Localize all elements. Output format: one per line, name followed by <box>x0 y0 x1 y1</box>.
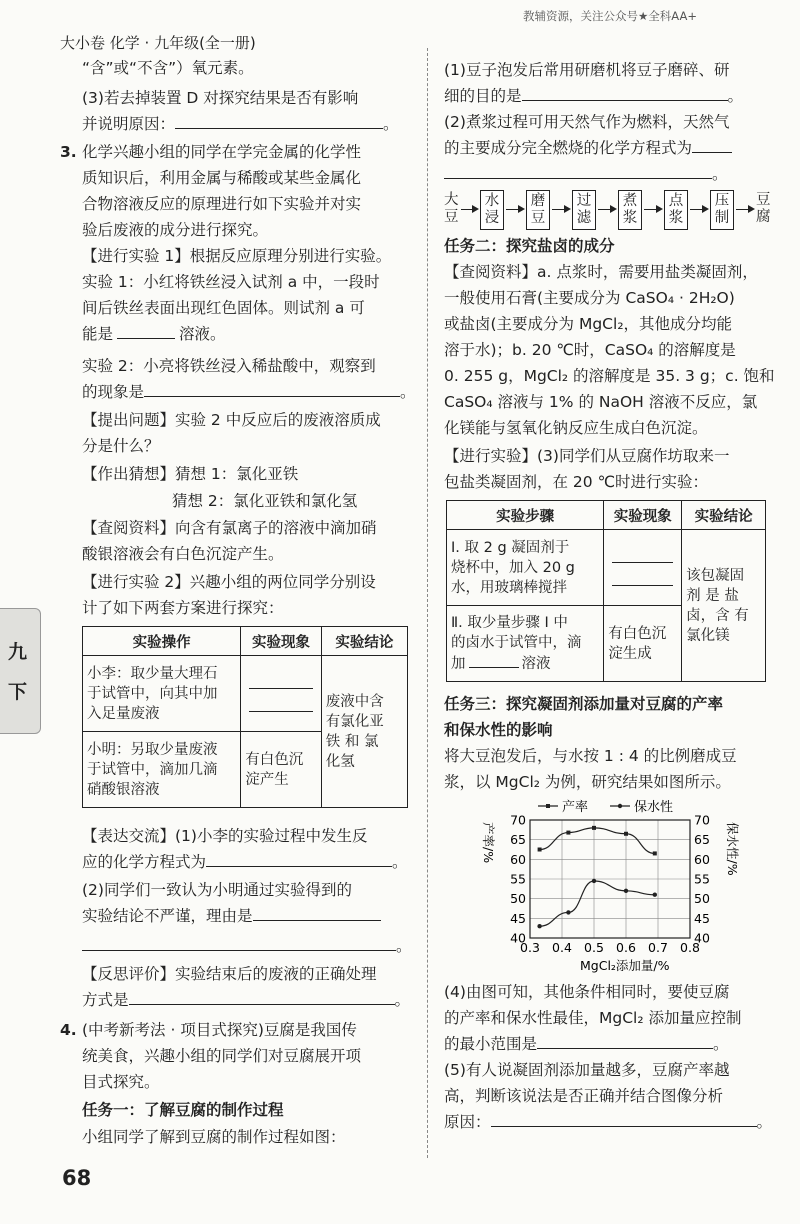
text-line: 【查阅资料】a. 点浆时，需要用盐类凝固剂， <box>444 263 758 281</box>
text-line: 。 <box>82 936 412 957</box>
answer-blank[interactable] <box>469 653 519 668</box>
column-divider <box>427 48 429 1158</box>
table-cell <box>604 530 682 606</box>
data-point-water-retention <box>566 910 570 914</box>
data-point-yield <box>566 831 570 835</box>
text-line: 实验 1：小红将铁丝浸入试剂 a 中，一段时 <box>82 273 380 291</box>
answer-blank[interactable] <box>206 852 392 867</box>
flow-arrow <box>598 209 615 210</box>
text-line: 的主要成分完全燃烧的化学方程式为 <box>444 138 732 159</box>
answer-blank[interactable] <box>175 114 383 129</box>
data-point-yield <box>624 832 628 836</box>
answer-blank[interactable] <box>82 936 396 951</box>
table-cell: Ⅰ. 取 2 g 凝固剂于 烧杯中，加入 20 g 水，用玻璃棒搅拌 <box>447 530 604 606</box>
answer-blank[interactable] <box>117 324 175 339</box>
experiment-table-left <box>82 626 408 808</box>
text-line: 。 <box>444 164 728 185</box>
text-line: 【提出问题】实验 2 中反应后的废液溶质成 <box>82 411 381 429</box>
text-line: 计了如下两套方案进行探究： <box>82 599 284 617</box>
header-title: 大小卷 化学 · 九年级(全一册) <box>60 34 256 52</box>
y-tick-label-right: 45 <box>694 910 710 926</box>
answer-blank[interactable] <box>249 707 312 712</box>
table-cell: 废液中含 有氯化亚 铁 和 氯 化氢 <box>321 656 407 808</box>
grade-side-tab <box>0 608 41 734</box>
text-line: (5)有人说凝固剂添加量越多，豆腐产率越 <box>444 1061 730 1079</box>
text-line: 的最小范围是 。 <box>444 1035 729 1053</box>
table-header: 实验结论 <box>321 627 407 656</box>
data-point-water-retention <box>592 879 596 883</box>
section-heading: 任务三：探究凝固剂添加量对豆腐的产率 <box>444 695 724 713</box>
answer-blank[interactable] <box>144 382 400 397</box>
text-line: (1)豆子泡发后常用研磨机将豆子磨碎、研 <box>444 61 730 79</box>
y-axis-label-left: 产率/% <box>481 822 496 864</box>
answer-blank[interactable] <box>537 1034 713 1049</box>
series-line-yield <box>540 828 655 854</box>
answer-blank[interactable] <box>444 164 712 179</box>
table-cell: 有白色沉 淀产生 <box>241 732 321 808</box>
text-line: 实验结论不严谨，理由是 <box>82 906 381 927</box>
text-line: 应的化学方程式为 。 <box>82 853 408 871</box>
text-line: 【进行实验 1】根据反应原理分别进行实验。 <box>82 247 392 265</box>
y-tick-label-right: 40 <box>694 930 710 946</box>
section-heading: 任务二：探究盐卤的成分 <box>444 237 615 255</box>
x-axis-label: MgCl₂添加量/% <box>580 958 670 973</box>
flow-step-boil: 煮 浆 <box>618 190 642 230</box>
y-tick-label-right: 60 <box>694 851 710 867</box>
table-cell <box>241 656 321 732</box>
section-heading: 任务一：了解豆腐的制作过程 <box>82 1101 284 1119</box>
answer-blank[interactable] <box>129 990 395 1005</box>
text-line: 一般使用石膏(主要成分为 CaSO₄ · 2H₂O) <box>444 289 735 307</box>
table-cell: 小李：取少量大理石 于试管中，向其中加 入足量废液 <box>83 656 241 732</box>
text-line: (中考新考法 · 项目式探究)豆腐是我国传 <box>82 1021 357 1039</box>
text-line: 合物溶液反应的原理进行如下实验并对实 <box>82 195 362 213</box>
text-line: 方式是 。 <box>82 991 411 1009</box>
data-point-water-retention <box>653 893 657 897</box>
flow-step-grind: 磨 豆 <box>526 190 550 230</box>
table-cell: 该包凝固 剂 是 盐 卤，含 有 氯化镁 <box>682 530 766 682</box>
side-tab-char-2: 下 <box>8 681 28 703</box>
series-line-water-retention <box>540 881 655 926</box>
answer-blank[interactable] <box>612 550 673 563</box>
text-line: 【进行实验 2】兴趣小组的两位同学分别设 <box>82 573 376 591</box>
table-row <box>447 530 766 606</box>
flow-arrow <box>461 209 477 210</box>
text-line: (2)同学们一致认为小明通过实验得到的 <box>82 881 352 899</box>
text-line: 化学兴趣小组的同学在学完金属的化学性 <box>82 143 362 161</box>
text-line: 溶于水)；b. 20 ℃时，CaSO₄ 的溶解度是 <box>444 341 736 359</box>
page-number: 68 <box>62 1166 92 1190</box>
text-line: “含”或“不含”）氧元素。 <box>82 59 254 77</box>
tofu-process-flow <box>444 190 774 230</box>
text-line: 小组同学了解到豆腐的制作过程如图： <box>82 1128 346 1146</box>
flow-arrow <box>644 209 661 210</box>
table-cell: 有白色沉 淀生成 <box>604 606 682 682</box>
text-line: 【反思评价】实验结束后的废液的正确处理 <box>82 965 377 983</box>
text-line: (4)由图可知，其他条件相同时，要使豆腐 <box>444 983 730 1001</box>
answer-blank[interactable] <box>249 676 312 689</box>
text-line: 将大豆泡发后，与水按 1 : 4 的比例磨成豆 <box>444 747 737 765</box>
x-tick-label: 0.8 <box>680 940 700 955</box>
text-line: (2)煮浆过程可用天然气作为燃料，天然气 <box>444 113 730 131</box>
answer-blank[interactable] <box>253 906 381 921</box>
y-tick-label-left: 45 <box>510 910 526 926</box>
y-tick-label-left: 65 <box>510 832 526 848</box>
text-line: 酸银溶液会有白色沉淀产生。 <box>82 545 284 563</box>
text-line: 【作出猜想】猜想 1：氯化亚铁 <box>82 465 299 483</box>
data-point-water-retention <box>537 924 541 928</box>
text-line: 质知识后，利用金属与稀酸或某些金属化 <box>82 169 362 187</box>
y-tick-label-right: 65 <box>694 832 710 848</box>
legend-marker-yield <box>546 804 550 808</box>
data-point-yield <box>538 848 542 852</box>
x-tick-label: 0.5 <box>584 940 604 955</box>
table-cell: 小明：另取少量废液 于试管中，滴加几滴 硝酸银溶液 <box>83 732 241 808</box>
text-line: 间后铁丝表面出现红色固体。则试剂 a 可 <box>82 299 365 317</box>
table-header: 实验现象 <box>241 627 321 656</box>
x-tick-label: 0.3 <box>520 940 540 955</box>
data-point-yield <box>592 826 596 830</box>
text-line: 验后废液的成分进行探究。 <box>82 221 269 239</box>
text-line: 的现象是 。 <box>82 383 416 401</box>
flow-step-press: 压 制 <box>710 190 734 230</box>
text-line: 统美食，兴趣小组的同学们对豆腐展开项 <box>82 1047 362 1065</box>
flow-step-soak: 水 浸 <box>480 190 504 230</box>
answer-blank[interactable] <box>612 581 673 586</box>
text-line: (3)若去掉装置 D 对探究结果是否有影响 <box>82 89 359 107</box>
flow-start-label: 大 豆 <box>444 192 459 225</box>
answer-blank[interactable] <box>522 86 728 101</box>
flow-step-filter: 过 滤 <box>572 190 596 230</box>
flow-arrow <box>552 209 569 210</box>
y-tick-label-right: 70 <box>694 812 710 828</box>
flow-end-label: 豆 腐 <box>756 192 771 225</box>
section-heading: 和保水性的影响 <box>444 721 553 739</box>
text-line: 并说明原因： 。 <box>82 115 399 133</box>
x-tick-label: 0.7 <box>648 940 668 955</box>
answer-blank[interactable] <box>491 1112 757 1127</box>
text-line: 目式探究。 <box>82 1073 160 1091</box>
table-cell: Ⅱ. 取少量步骤 Ⅰ 中 的卤水于试管中，滴 加 溶液 <box>447 606 604 682</box>
header-watermark: 教辅资源，关注公众号★全科AA+ <box>523 9 697 23</box>
text-line: 【表达交流】(1)小李的实验过程中发生反 <box>82 827 368 845</box>
y-tick-label-right: 55 <box>694 871 710 887</box>
text-line: 分是什么？ <box>82 437 160 455</box>
data-point-water-retention <box>624 889 628 893</box>
text-line: 或盐卤(主要成分为 MgCl₂，其他成分均能 <box>444 315 733 333</box>
text-line: 【进行实验】(3)同学们从豆腐作坊取来一 <box>444 447 730 465</box>
table-header: 实验现象 <box>604 501 682 530</box>
table-header: 实验结论 <box>682 501 766 530</box>
yield-water-retention-chart <box>470 796 766 974</box>
table-header: 实验步骤 <box>447 501 604 530</box>
text-line: 原因： 。 <box>444 1113 773 1131</box>
y-tick-label-right: 50 <box>694 891 710 907</box>
text-line: CaSO₄ 溶液与 1% 的 NaOH 溶液不反应，氯 <box>444 393 758 411</box>
experiment-table-right <box>446 500 766 682</box>
y-tick-label-left: 50 <box>510 891 526 907</box>
table-row <box>83 656 408 732</box>
flow-arrow <box>736 209 753 210</box>
question-number: 4. <box>60 1021 77 1039</box>
question-number: 3. <box>60 143 77 161</box>
text-line: 细的目的是 。 <box>444 87 744 105</box>
legend-marker-water <box>618 804 622 808</box>
y-axis-label-right: 保水性/% <box>725 822 740 876</box>
legend-label-yield: 产率 <box>562 800 589 815</box>
y-tick-label-left: 40 <box>510 930 526 946</box>
flow-step-coagulate: 点 浆 <box>664 190 688 230</box>
text-line: 浆，以 MgCl₂ 为例，研究结果如图所示。 <box>444 773 731 791</box>
data-point-yield <box>653 851 657 855</box>
y-tick-label-left: 55 <box>510 871 526 887</box>
x-tick-label: 0.4 <box>552 940 572 955</box>
text-line: 猜想 2：氯化亚铁和氯化氢 <box>172 492 358 510</box>
text-line: 包盐类凝固剂，在 20 ℃时进行实验： <box>444 473 708 491</box>
flow-arrow <box>690 209 707 210</box>
y-tick-label-left: 60 <box>510 851 526 867</box>
x-tick-label: 0.6 <box>616 940 636 955</box>
text-line: 能是 溶液。 <box>82 325 226 343</box>
text-line: 【查阅资料】向含有氯离子的溶液中滴加硝 <box>82 519 377 537</box>
y-tick-label-left: 70 <box>510 812 526 828</box>
flow-arrow <box>506 209 523 210</box>
text-line: 高，判断该说法是否正确并结合图像分析 <box>444 1087 724 1105</box>
text-line: 的产率和保水性最佳，MgCl₂ 添加量应控制 <box>444 1009 742 1027</box>
legend-label-water: 保水性 <box>634 800 674 815</box>
text-line: 化镁能与氢氧化钠反应生成白色沉淀。 <box>444 419 708 437</box>
table-header: 实验操作 <box>83 627 241 656</box>
answer-blank[interactable] <box>692 138 732 153</box>
text-line: 实验 2：小亮将铁丝浸入稀盐酸中，观察到 <box>82 357 376 375</box>
text-line: 0. 255 g，MgCl₂ 的溶解度是 35. 3 g；c. 饱和 <box>444 367 775 385</box>
side-tab-char-1: 九 <box>8 641 28 663</box>
